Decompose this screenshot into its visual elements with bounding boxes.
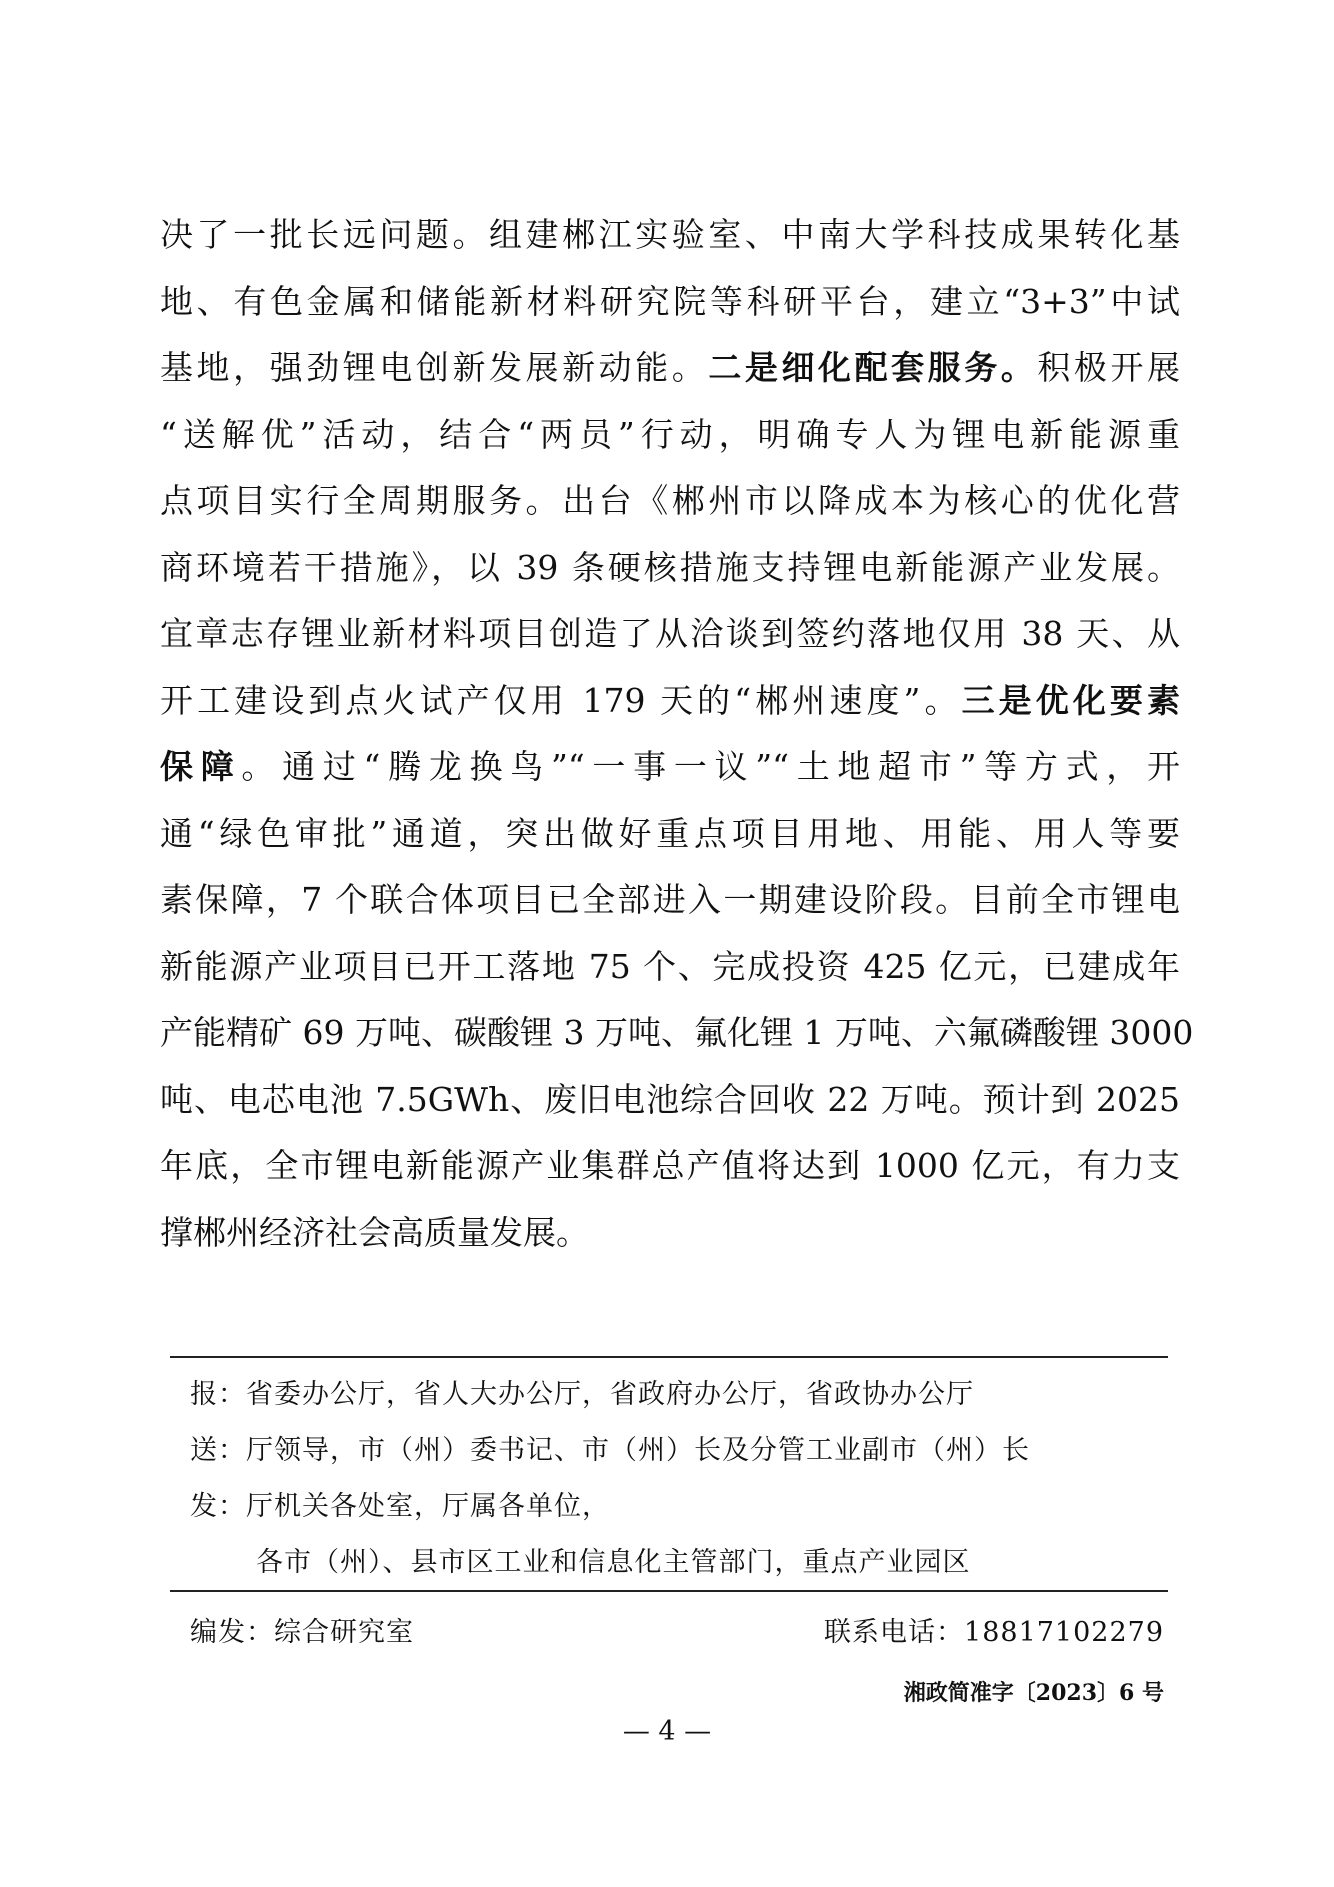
body-line xyxy=(160,402,1180,469)
body-text-segment: 撑郴州经济社会高质量发展。 xyxy=(160,1212,589,1252)
body-text-segment: 开工建设到点火试产仅用 179 天的“郴州速度”。 xyxy=(160,680,962,720)
issue-to-line: 发：厅机关各处室，厅属各单位， xyxy=(190,1491,610,1522)
body-line xyxy=(160,202,1180,269)
body-text-segment: 年底，全市锂电新能源产业集群总产值将达到 1000 亿元，有力支 xyxy=(160,1146,1180,1185)
body-line xyxy=(160,601,1180,668)
distribution-top-rule xyxy=(170,1356,1168,1358)
bold-heading-text: 二是细化配套服务。 xyxy=(708,348,1038,387)
body-text-segment: 通“绿色审批”通道，突出做好重点项目用地、用能、用人等要 xyxy=(160,813,1180,853)
body-line xyxy=(160,269,1180,336)
body-paragraph xyxy=(160,202,1194,1266)
body-text-segment: 积极开展 xyxy=(1037,348,1181,387)
body-text-segment: 吨、电芯电池 7.5GWh、废旧电池综合回收 22 万吨。预计到 2025 xyxy=(160,1079,1180,1119)
body-line xyxy=(160,535,1180,602)
body-text-segment: 决了一批长远问题。组建郴江实验室、中南大学科技成果转化基 xyxy=(160,215,1180,254)
bold-heading-text: 三是优化要素 xyxy=(961,680,1181,720)
body-text-segment: 宜章志存锂业新材料项目创造了从洽谈到签约落地仅用 38 天、从 xyxy=(160,614,1180,653)
body-text-segment: 新能源产业项目已开工落地 75 个、完成投资 425 亿元，已建成年 xyxy=(160,946,1180,986)
body-text-segment: 商环境若干措施》，以 39 条硬核措施支持锂电新能源产业发展。 xyxy=(160,547,1180,587)
report-to-line: 报：省委办公厅，省人大办公厅，省政府办公厅，省政协办公厅 xyxy=(190,1379,974,1410)
distribution-bottom-rule xyxy=(170,1590,1168,1592)
body-line xyxy=(160,867,1180,934)
body-line xyxy=(160,668,1180,735)
issue-to-line-continued: 各市（州）、县市区工业和信息化主管部门，重点产业园区 xyxy=(256,1547,971,1578)
body-text-segment: “送解优”活动，结合“两员”行动，明确专人为锂电新能源重 xyxy=(160,414,1180,454)
body-line xyxy=(160,801,1180,868)
body-text-segment: 素保障，7 个联合体项目已全部进入一期建设阶段。目前全市锂电 xyxy=(160,880,1180,919)
send-to-line: 送：厅领导，市（州）委书记、市（州）长及分管工业副市（州）长 xyxy=(190,1435,1030,1466)
bold-heading-text: 保障 xyxy=(160,747,242,786)
body-line xyxy=(160,1067,1180,1134)
body-line xyxy=(160,734,1180,801)
page-number: — 4 — xyxy=(622,1716,712,1747)
body-text-segment: 基地，强劲锂电创新发展新动能。 xyxy=(160,348,709,387)
body-line xyxy=(160,335,1180,402)
body-text-segment: 产能精矿 69 万吨、碳酸锂 3 万吨、氟化锂 1 万吨、六氟磷酸锂 3000 xyxy=(160,1013,1194,1052)
contact-phone: 联系电话：18817102279 xyxy=(824,1617,1164,1648)
document-number: 湘政简准字〔2023〕6 号 xyxy=(903,1680,1164,1706)
body-text-segment: 点项目实行全周期服务。出台《郴州市以降成本为核心的优化营 xyxy=(160,481,1180,520)
body-line xyxy=(160,1200,1180,1267)
body-text-segment: 地、有色金属和储能新材料研究院等科研平台，建立“3+3”中试 xyxy=(160,281,1180,321)
body-line xyxy=(160,468,1180,535)
editor-label: 编发：综合研究室 xyxy=(190,1617,414,1648)
body-line xyxy=(160,934,1180,1001)
body-line xyxy=(160,1133,1180,1200)
body-text-segment: 。通过“腾龙换鸟”“一事一议”“土地超市”等方式，开 xyxy=(241,747,1180,786)
body-line xyxy=(160,1000,1194,1067)
